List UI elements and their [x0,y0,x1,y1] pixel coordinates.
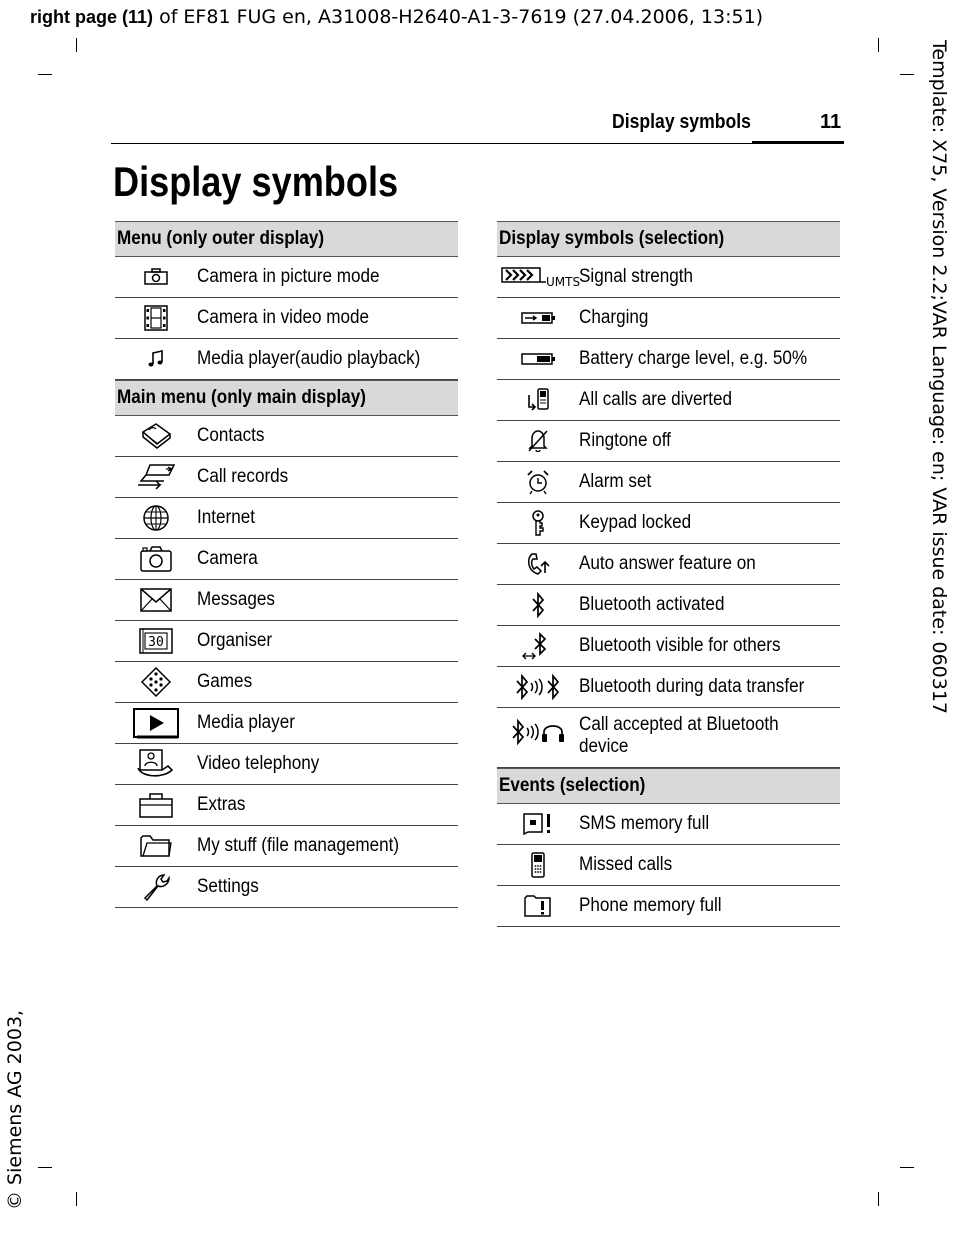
crop-mark [878,38,879,52]
list-item [497,886,840,927]
list-item [115,826,458,867]
charging-icon [520,310,556,326]
list-item [115,621,458,662]
list-item [497,708,840,768]
list-item [115,580,458,621]
list-item [497,257,840,298]
list-item [115,498,458,539]
missed-calls-icon [528,851,548,879]
crop-mark [38,1167,52,1168]
item-label: Messages [197,589,275,610]
call-divert-icon [525,387,551,413]
item-label: Keypad locked [579,512,692,533]
bluetooth-icon [530,591,546,619]
item-label: Internet [197,507,255,528]
page-meta-rest: of EF81 FUG en, A31008-H2640-A1-3-7619 (27.04.2006, 13:51) [153,6,764,28]
list-item [115,744,458,785]
list-item [497,380,840,421]
ringtone-off-icon [526,428,550,454]
list-item [497,667,840,708]
item-label: Games [197,671,253,692]
running-head-page-number: 11 [820,111,842,133]
item-label: Media player(audio playback) [197,348,421,369]
item-label: Bluetooth during data transfer [579,676,805,697]
list-item [497,298,840,339]
contacts-book-icon [140,422,172,450]
template-info-text: Template: X75, Version 2.2;VAR Language: en; VAR issue date: 060317 [928,40,950,715]
crop-mark [900,1167,914,1168]
item-label: Bluetooth visible for others [579,635,781,656]
toolbox-icon [138,791,174,819]
item-label: My stuff (file management) [197,835,400,856]
list-item [497,339,840,380]
auto-answer-icon [524,551,552,577]
item-label: Camera [197,548,258,569]
list-item [115,416,458,457]
running-head-title: Display symbols [612,111,751,133]
item-label: Video telephony [197,753,320,774]
item-label: Contacts [197,425,265,446]
copyright-text: © Siemens AG 2003, [4,1009,26,1210]
page-meta-line [30,6,763,28]
template-info [922,40,952,720]
item-label: Extras [197,794,246,815]
item-label: Ringtone off [579,430,671,451]
dice-icon [140,666,172,698]
music-note-icon [147,350,165,368]
sms-memory-full-icon [522,812,554,836]
battery-icon [520,351,556,367]
item-label: SMS memory full [579,813,710,834]
crop-mark [76,38,77,52]
crop-mark [900,74,914,75]
envelope-icon [139,587,173,613]
item-label: All calls are diverted [579,389,733,410]
list-item [115,457,458,498]
copyright [2,1010,32,1210]
list-item [115,703,458,744]
alarm-clock-icon [526,469,550,495]
item-label: Camera in video mode [197,307,370,328]
list-item [497,845,840,886]
item-label: Charging [579,307,649,328]
list-item [115,257,458,298]
bluetooth-visible-icon [521,632,555,660]
list-item [497,462,840,503]
play-icon [132,707,180,739]
page-meta-bold: right page (11) [30,7,154,27]
page-title: Display symbols [113,158,399,205]
list-item [115,867,458,908]
list-item [115,539,458,580]
list-item [115,785,458,826]
camera-small-icon [143,268,169,286]
list-item [497,585,840,626]
item-label: Missed calls [579,854,673,875]
section-heading-events: Events (selection) [497,768,840,804]
signal-strength-icon-text: UMTS [546,275,581,289]
crop-mark [38,74,52,75]
item-label: Signal strength [579,266,694,287]
key-icon [529,509,547,537]
video-telephony-icon [136,748,176,780]
item-label: Auto answer feature on [579,553,756,574]
item-label: Settings [197,876,259,897]
wrench-icon [141,872,171,902]
item-label: Media player [197,712,295,733]
item-label: Battery charge level, e.g. 50% [579,348,808,369]
right-column [497,221,840,927]
list-item [497,804,840,845]
call-records-arrows-icon [136,463,176,491]
signal-strength-icon [500,266,581,289]
left-column [115,221,458,908]
list-item [115,339,458,380]
section-heading-display-symbols: Display symbols (selection) [497,221,840,257]
list-item [497,626,840,667]
globe-icon [142,504,170,532]
list-item [115,662,458,703]
crop-mark [878,1192,879,1206]
item-label: Camera in picture mode [197,266,380,287]
item-label: Call records [197,466,289,487]
film-icon [144,305,168,331]
item-label: Phone memory full [579,895,722,916]
calendar-icon-text: 30 [148,635,164,650]
item-label: Call accepted at Bluetooth device [579,714,779,757]
camera-icon [139,545,173,573]
list-item [115,298,458,339]
section-heading-main-display: Main menu (only main display) [115,380,458,416]
item-label: Alarm set [579,471,652,492]
bluetooth-headset-icon [510,718,566,746]
header-rule [111,143,844,144]
phone-memory-full-icon [523,894,553,918]
calendar-icon [138,627,174,655]
item-label: Bluetooth activated [579,594,725,615]
header-rule-accent [752,141,844,144]
list-item [497,544,840,585]
bluetooth-transfer-icon [514,673,562,701]
section-heading-outer-display: Menu (only outer display) [115,221,458,257]
item-label: Organiser [197,630,273,651]
crop-mark [76,1192,77,1206]
list-item [497,503,840,544]
folder-icon [139,832,173,860]
list-item [497,421,840,462]
